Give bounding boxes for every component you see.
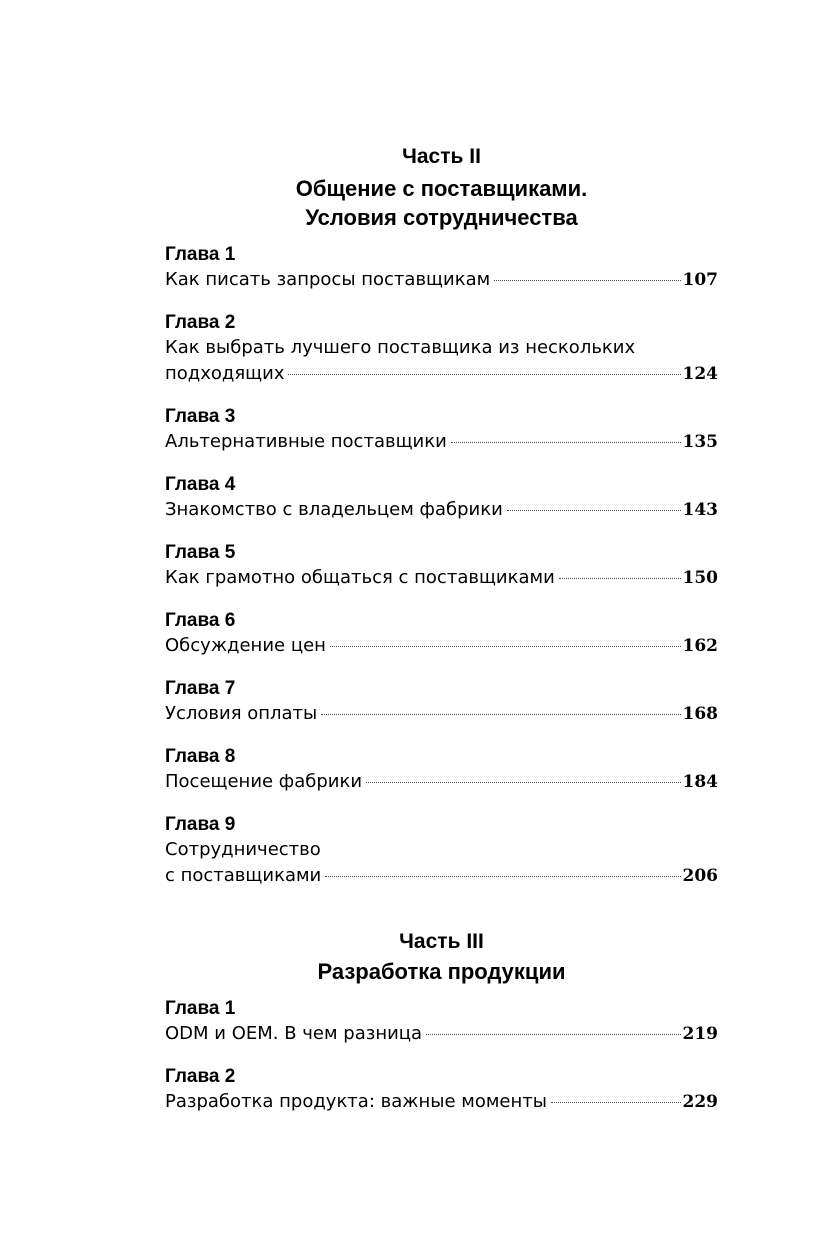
dot-leader: [451, 442, 681, 443]
chapter-title: Альтернативные поставщики: [165, 431, 447, 452]
chapter-label: Глава 3: [165, 406, 236, 427]
page-number: 184: [682, 772, 718, 792]
chapter-title-row: [165, 701, 718, 727]
chapter-title: Обсуждение цен: [165, 635, 326, 656]
chapter-label: Глава 1: [165, 244, 236, 265]
page-number: 229: [682, 1092, 718, 1112]
page-number: 206: [682, 866, 718, 886]
chapter-title: Как грамотно общаться с поставщиками: [165, 567, 555, 588]
toc-entry[interactable]: [165, 676, 718, 727]
dot-leader: [507, 510, 681, 511]
chapter-label: Глава 9: [165, 814, 236, 835]
page-number: 162: [682, 636, 718, 656]
toc-entry[interactable]: [165, 608, 718, 659]
toc-entry[interactable]: [165, 744, 718, 795]
chapter-title: ODM и OEM. В чем разница: [165, 1023, 423, 1044]
chapter-title-row: [165, 565, 718, 591]
chapter-title-row: [165, 1021, 718, 1047]
page-number: 107: [682, 270, 718, 290]
part-section: [165, 927, 718, 1115]
dot-leader: [551, 1102, 681, 1103]
chapter-title-row: [165, 863, 718, 889]
toc-entry[interactable]: [165, 242, 718, 293]
part-section: [165, 142, 718, 889]
dot-leader: [426, 1034, 680, 1035]
chapter-label: Глава 7: [165, 678, 236, 699]
toc-entry[interactable]: [165, 1064, 718, 1115]
dot-leader: [494, 280, 680, 281]
chapter-label: Глава 6: [165, 610, 236, 631]
chapter-title: Разработка продукта: важные моменты: [165, 1091, 547, 1112]
chapter-label: Глава 2: [165, 1066, 236, 1087]
part-title: Общение с поставщиками.: [295, 176, 588, 201]
toc-entry[interactable]: [165, 540, 718, 591]
toc-entry[interactable]: [165, 404, 718, 455]
chapter-label: Глава 2: [165, 312, 236, 333]
page-number: 150: [682, 568, 718, 588]
chapter-title: Посещение фабрики: [165, 771, 363, 792]
part-title: Разработка продукции: [317, 959, 566, 984]
chapter-title-line: Сотрудничество: [165, 839, 321, 860]
chapter-label: Глава 4: [165, 474, 236, 495]
chapter-title: с поставщиками: [165, 865, 322, 886]
part-heading: [165, 927, 718, 986]
chapter-label: Глава 1: [165, 998, 236, 1019]
part-title: Условия сотрудничества: [305, 205, 578, 230]
chapter-title-row: [165, 633, 718, 659]
toc-entry[interactable]: [165, 812, 718, 889]
page-number: 168: [682, 704, 718, 724]
dot-leader: [559, 578, 681, 579]
chapter-label: Глава 5: [165, 542, 236, 563]
dot-leader: [325, 876, 680, 877]
toc-entry[interactable]: [165, 996, 718, 1047]
chapter-title: Условия оплаты: [165, 703, 318, 724]
dot-leader: [330, 646, 681, 647]
chapter-title-row: [165, 361, 718, 387]
page-number: 143: [682, 500, 718, 520]
chapter-title-row: [165, 1089, 718, 1115]
part-heading: [165, 142, 718, 232]
part-label: Часть III: [399, 930, 484, 953]
chapter-title-row: [165, 429, 718, 455]
chapter-title: Знакомство с владельцем фабрики: [165, 499, 503, 520]
toc-entry[interactable]: [165, 310, 718, 387]
part-label: Часть II: [402, 145, 481, 168]
chapter-title: Как писать запросы поставщикам: [165, 269, 491, 290]
page-number: 135: [682, 432, 718, 452]
chapter-title: подходящих: [165, 363, 285, 384]
table-of-contents: [165, 132, 718, 1115]
chapter-title-line: Как выбрать лучшего поставщика из нескольких: [165, 337, 636, 358]
chapter-title-row: [165, 497, 718, 523]
chapter-title-row: [165, 769, 718, 795]
chapter-title-row: [165, 267, 718, 293]
page-number: 219: [682, 1024, 718, 1044]
dot-leader: [366, 782, 680, 783]
page-number: 124: [682, 364, 718, 384]
toc-entry[interactable]: [165, 472, 718, 523]
dot-leader: [321, 714, 680, 715]
chapter-label: Глава 8: [165, 746, 236, 767]
dot-leader: [288, 374, 680, 375]
